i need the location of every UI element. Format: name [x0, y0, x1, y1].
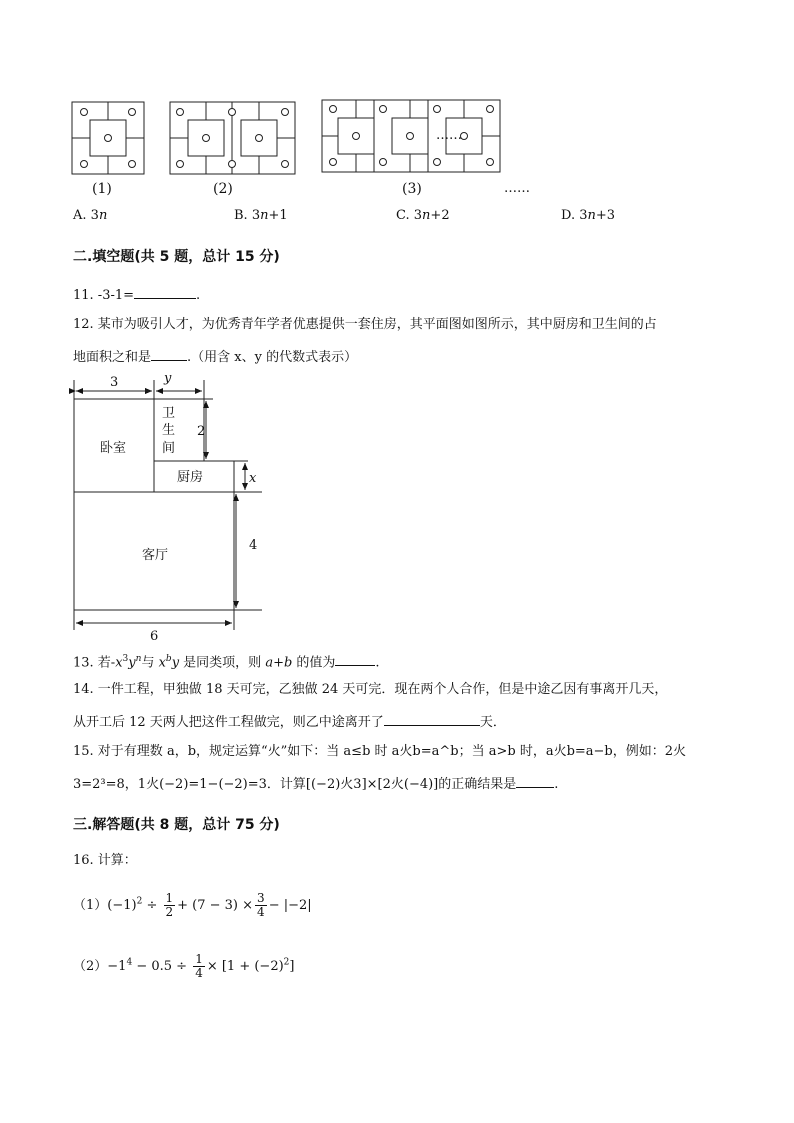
dim-label-3: 3: [110, 375, 119, 390]
dim-label-6: 6: [150, 629, 159, 644]
figure-label-2: (2): [213, 181, 233, 197]
answer-blank-14[interactable]: [384, 711, 480, 726]
room-bath-3: 间: [162, 441, 176, 456]
question-15-line-1: 15. 对于有理数 a，b，规定运算“火”如下：当 a≤b 时 a火b=a^b；当 a>b 时，a火b=a−b，例如：2火: [73, 744, 687, 759]
ellipsis-2: ……: [504, 181, 530, 196]
pattern-figures: [70, 96, 550, 196]
question-14-line-2: 从开工后 12 天两人把这件工程做完，则乙中途离开了 天．: [73, 711, 506, 732]
room-bedroom: 卧室: [100, 441, 127, 456]
fraction-one-half: $\frac{1}{2}$: [165, 891, 174, 919]
question-12-line-2: 地面积之和是 .（用含 x、y 的代数式表示）: [73, 346, 357, 367]
floor-plan: [66, 372, 276, 644]
section-3-title: 三.解答题(共 8 题，总计 75 分): [73, 817, 280, 833]
question-15-line-2: 3=2³=8，1火(−2)=1−(−2)=3．计算[(−2)火3]×[2火(−4)]的正确结果是 .: [73, 773, 558, 794]
question-16-title: 16. 计算：: [73, 853, 137, 868]
dim-label-2: 2: [197, 424, 206, 439]
answer-blank-13[interactable]: [335, 651, 375, 666]
fraction-three-quarters: $\frac{3}{4}$: [257, 891, 265, 919]
room-kitchen: 厨房: [177, 470, 204, 485]
question-12-line-1: 12. 某市为吸引人才，为优秀青年学者优惠提供一套住房，其平面图如图所示，其中厨房和卫生间的占: [73, 317, 657, 332]
fraction-one-quarter: $\frac{1}{4}$: [195, 952, 203, 980]
option-a[interactable]: A. 3n: [73, 208, 108, 223]
room-bath-2: 生: [162, 423, 176, 438]
question-11: 11. -3-1= .: [73, 284, 200, 305]
option-c[interactable]: C. 3n+2: [396, 208, 450, 223]
option-d[interactable]: D. 3n+3: [561, 208, 616, 223]
answer-blank-11[interactable]: [134, 284, 196, 299]
figure-label-3: (3): [402, 181, 422, 197]
question-16-part-2: $(2)-1^4 - 0.5$ ÷ $\frac{1}{4}$ × $[1 + (-2)^2]$: [73, 952, 295, 980]
answer-blank-15[interactable]: [516, 773, 554, 788]
question-16-part-1: $(1)(-1)^2$ ÷ $\frac{1}{2}$ + (7 − 3) × $\frac{3}{4}$ − |−2|: [73, 891, 312, 919]
room-living: 客厅: [142, 548, 169, 563]
room-bath-1: 卫: [162, 406, 176, 421]
answer-blank-12[interactable]: [151, 346, 187, 361]
dim-label-4: 4: [249, 538, 258, 553]
figure-label-1: (1): [92, 181, 112, 197]
dim-label-x: x: [249, 471, 257, 486]
question-13: 13. 若$-x^3y^n$与 $x^by$ 是同类项，则 a+b 的值为 .: [73, 650, 380, 672]
section-2-title: 二.填空题(共 5 题，总计 15 分): [73, 249, 280, 265]
ellipsis-1: ……: [436, 128, 462, 143]
question-14-line-1: 14. 一件工程，甲独做 18 天可完，乙独做 24 天可完．现在两个人合作，但是中途乙因有事离开几天，: [73, 682, 668, 697]
dim-label-y: y: [164, 372, 172, 386]
option-b[interactable]: B. 3n+1: [234, 208, 288, 223]
